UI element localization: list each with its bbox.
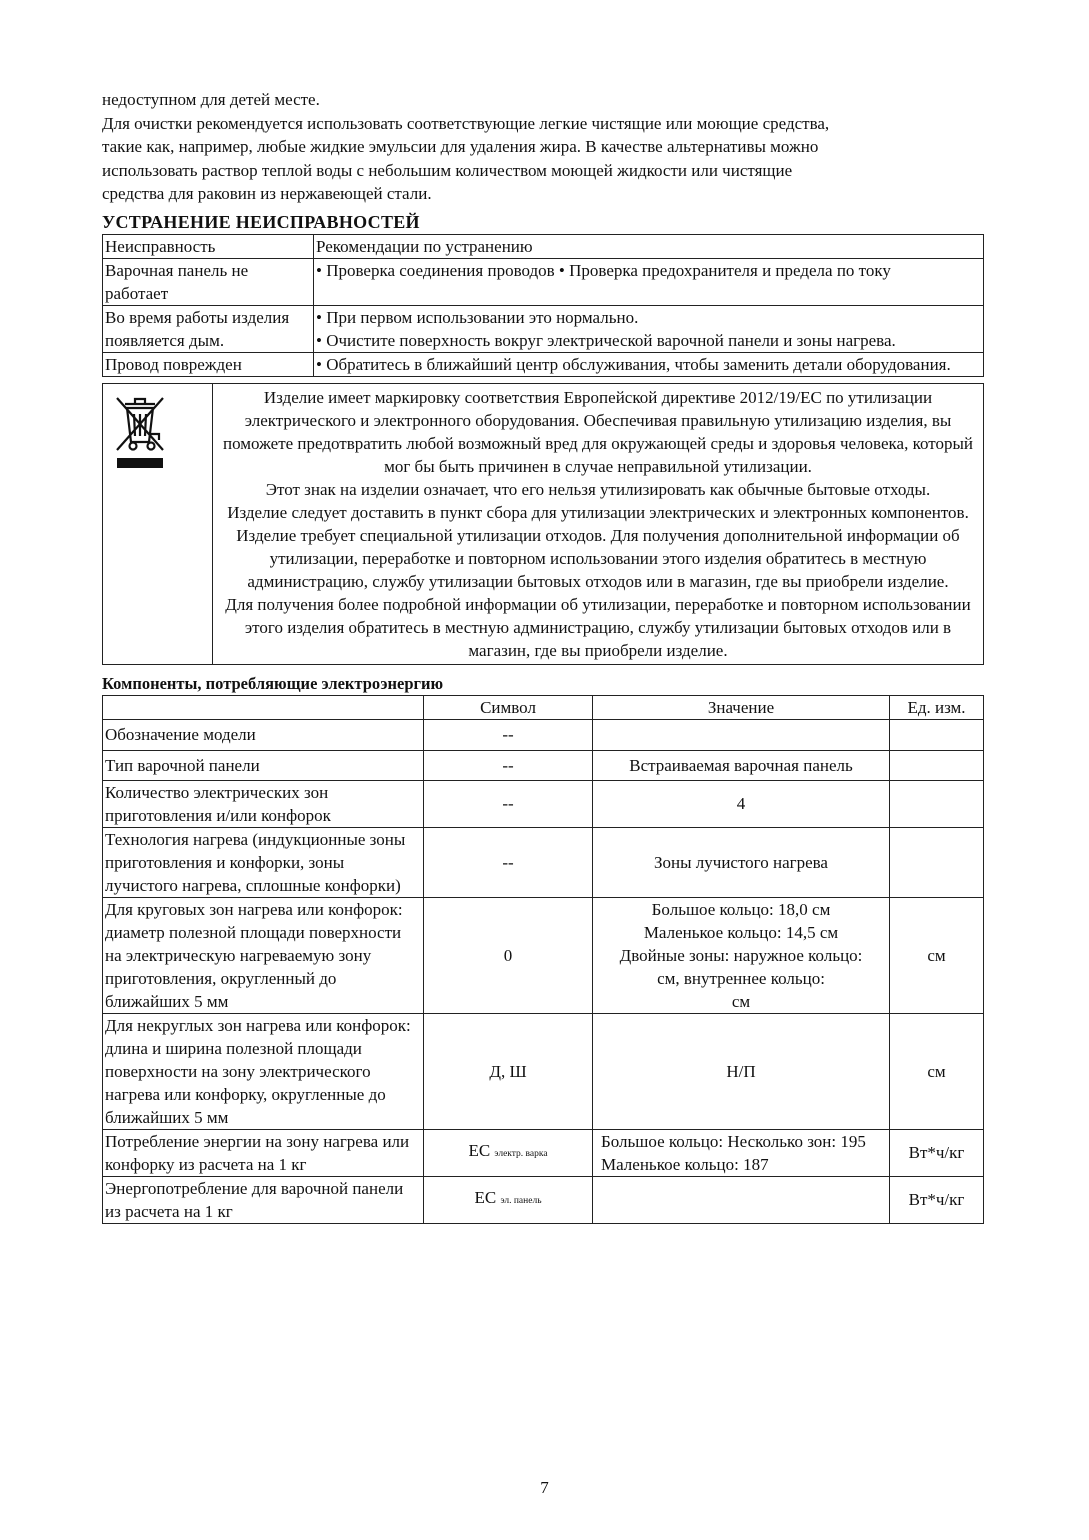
param-name: Тип варочной панели: [103, 750, 424, 780]
fault-cell: Провод поврежден: [103, 352, 314, 376]
param-name: Потребление энергии на зону нагрева или конфорку из расчета на 1 кг: [103, 1129, 424, 1176]
table-row: [103, 1129, 984, 1176]
table-row: [103, 258, 984, 305]
table-row: [103, 750, 984, 780]
value-line: Большое кольцо: 18,0 см: [651, 899, 831, 919]
param-value: Большое кольцо: Несколько зон: 195 Маленькое кольцо: 187: [593, 1129, 890, 1176]
param-value: [593, 1176, 890, 1223]
param-value: [593, 897, 890, 1013]
param-symbol: [424, 1176, 593, 1223]
param-symbol: --: [424, 719, 593, 750]
header-fault: Неисправность: [103, 234, 314, 258]
param-name: Обозначение модели: [103, 719, 424, 750]
table-row: [103, 1013, 984, 1129]
param-unit: [890, 750, 984, 780]
troubleshooting-heading: УСТРАНЕНИЕ НЕИСПРАВНОСТЕЙ: [102, 211, 420, 232]
weee-paragraph: Изделие имеет маркировку соответствия Европейской директиве 2012/19/ЕС по утилизации электрического и электронного оборудования. Обеспечивая правильную утилизацию изделия, вы поможете предотвратить любой возможный вред для окружающей среды и здоровья человека, который мог бы быть причинен в случае неправильной утилизации.: [223, 387, 973, 476]
param-symbol: --: [424, 750, 593, 780]
weee-paragraph: Изделие следует доставить в пункт сбора для утилизации электрических и электронных компонентов.: [227, 502, 969, 522]
param-unit: см: [890, 1013, 984, 1129]
table-row: [103, 1176, 984, 1223]
intro-paragraph: [102, 88, 984, 206]
intro-line: средства для раковин из нержавеющей стали.: [102, 184, 432, 203]
param-unit: Вт*ч/кг: [890, 1129, 984, 1176]
weee-paragraph: Для получения более подробной информации об утилизации, переработке и повторном использовании этого изделия обратитесь в местную администрацию, службу утилизации бытовых отходов или в магазин, где вы приобрели изделие.: [225, 594, 971, 660]
table-row: [103, 719, 984, 750]
page-number: 7: [540, 1478, 549, 1497]
param-name: Для круговых зон нагрева или конфорок: диаметр полезной площади поверхности на электрическую нагреваемую зону приготовления, округленный до ближайших 5 мм: [103, 897, 424, 1013]
weee-notice-table: [102, 383, 984, 665]
weee-paragraph: Этот знак на изделии означает, что его нельзя утилизировать как обычные бытовые отходы.: [265, 479, 931, 499]
param-name: Энергопотребление для варочной панели из расчета на 1 кг: [103, 1176, 424, 1223]
table-row: [103, 352, 984, 376]
value-line: Двойные зоны: наружное кольцо:: [619, 945, 863, 965]
symbol-subscript: электр. варка: [494, 1149, 548, 1159]
param-symbol: Д, Ш: [424, 1013, 593, 1129]
table-row: [103, 827, 984, 897]
value-line: см: [731, 991, 751, 1011]
table-header-row: [103, 695, 984, 719]
weee-paragraph: Изделие требует специальной утилизации отходов. Для получения дополнительной информации об утилизации, переработке и повторном использовании этого изделия обратитесь в местную администрацию, службу утилизации бытовых отходов или в магазин, где вы приобрели изделие.: [236, 525, 960, 591]
crossed-out-wheelie-bin-icon: [111, 390, 169, 472]
components-table: [102, 695, 984, 1224]
weee-text-cell: [213, 383, 984, 664]
header-empty: [103, 695, 424, 719]
param-symbol: [424, 1129, 593, 1176]
symbol-main: ЕС: [468, 1141, 491, 1160]
param-unit: Вт*ч/кг: [890, 1176, 984, 1223]
param-name: Для некруглых зон нагрева или конфорок: длина и ширина полезной площади поверхности на зону электрического нагрева или конфорку, округленные до ближайших 5 мм: [103, 1013, 424, 1129]
intro-line: Для очистки рекомендуется использовать соответствующие легкие чистящие или моющие средства,: [102, 113, 830, 133]
symbol-subscript: эл. панель: [500, 1196, 542, 1206]
param-unit: [890, 780, 984, 827]
param-unit: [890, 827, 984, 897]
fix-cell: • Обратитесь в ближайший центр обслуживания, чтобы заменить детали оборудования.: [314, 352, 984, 376]
troubleshooting-table: [102, 234, 984, 377]
param-value: Н/П: [593, 1013, 890, 1129]
param-unit: см: [890, 897, 984, 1013]
param-value: Зоны лучистого нагрева: [593, 827, 890, 897]
header-unit: Ед. изм.: [890, 695, 984, 719]
param-name: Количество электрических зон приготовления и/или конфорок: [103, 780, 424, 827]
header-fix: Рекомендации по устранению: [314, 234, 984, 258]
intro-line: недоступном для детей месте.: [102, 90, 320, 109]
fix-line: • Очистите поверхность вокруг электрической варочной панели и зоны нагрева.: [316, 330, 896, 350]
table-header-row: [103, 234, 984, 258]
symbol-main: ЕС: [474, 1188, 497, 1207]
header-symbol: Символ: [424, 695, 593, 719]
fix-cell: • Проверка соединения проводов • Проверка предохранителя и предела по току: [314, 258, 984, 305]
fix-cell: [314, 305, 984, 352]
weee-icon-cell: [103, 383, 213, 664]
param-symbol: --: [424, 780, 593, 827]
table-row: [103, 780, 984, 827]
intro-line: такие как, например, любые жидкие эмульсии для удаления жира. В качестве альтернативы можно: [102, 137, 819, 156]
document-page: [102, 88, 984, 1224]
param-symbol: 0: [424, 897, 593, 1013]
value-line: Маленькое кольцо: 14,5 см: [643, 922, 839, 942]
components-heading: Компоненты, потребляющие электроэнергию: [102, 673, 444, 693]
fix-line: • При первом использовании это нормально.: [316, 307, 639, 327]
fault-cell: Во время работы изделия появляется дым.: [103, 305, 314, 352]
param-value: Встраиваемая варочная панель: [593, 750, 890, 780]
table-row: [103, 305, 984, 352]
param-unit: [890, 719, 984, 750]
param-value: 4: [593, 780, 890, 827]
value-line: см, внутреннее кольцо:: [657, 968, 825, 988]
param-symbol: --: [424, 827, 593, 897]
header-value: Значение: [593, 695, 890, 719]
param-value: [593, 719, 890, 750]
fault-cell: Варочная панель не работает: [103, 258, 314, 305]
intro-line: использовать раствор теплой воды с небольшим количеством моющей жидкости или чистящие: [102, 160, 793, 180]
param-name: Технология нагрева (индукционные зоны приготовления и конфорки, зоны лучистого нагрева, сплошные конфорки): [103, 827, 424, 897]
table-row: [103, 897, 984, 1013]
